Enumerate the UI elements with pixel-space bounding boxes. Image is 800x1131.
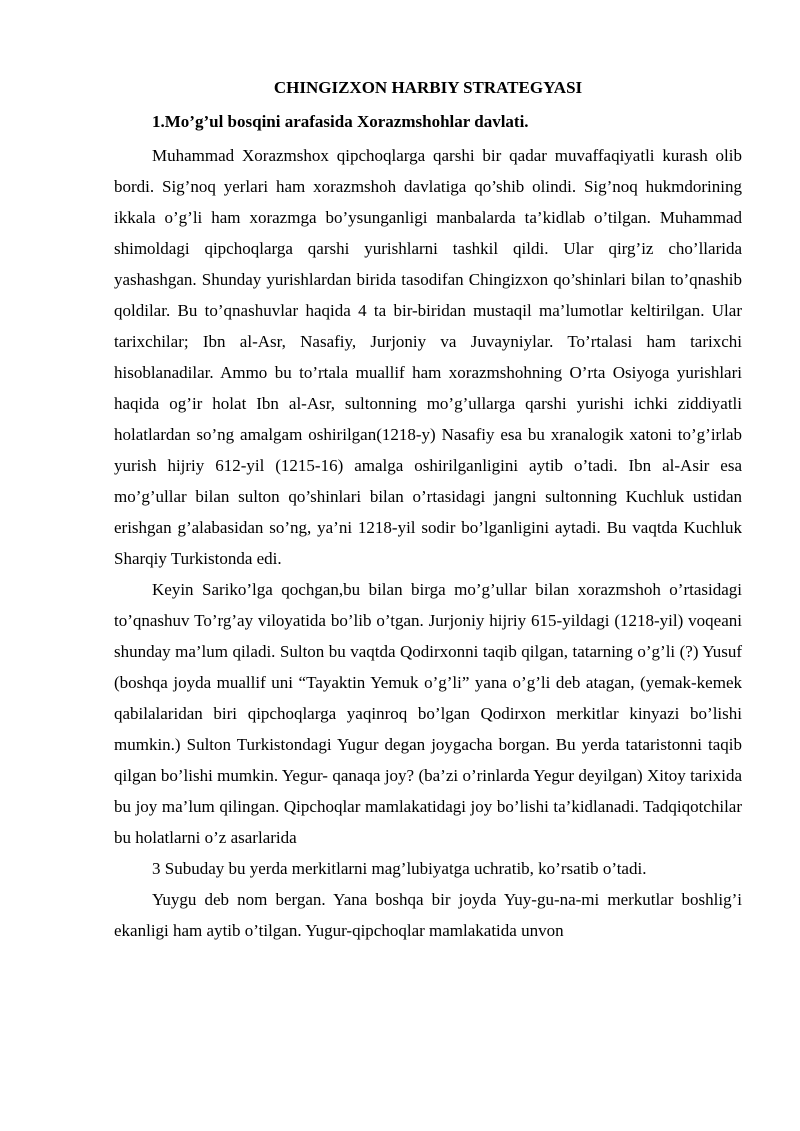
paragraph-2: Keyin Sariko’lga qochgan,bu bilan birga mo’g’ullar bilan xorazmshoh o’rtasidagi to’qnashuv To’rg’ay viloyatida bo’lib o’tgan. Jurjoniy hijriy 615-yildagi (1218-yil) voqeani shunday ma’lum qiladi. Sulton bu vaqtda Qodirxonni taqib qilgan, tatarning o’g’li (?) Yusuf (boshqa joyda muallif uni “Tayaktin Yemuk o’g’li” yana o’g’li deb atagan, (yemak-kemek qabilalaridan biri qipchoqlarga yaqinroq bo’lgan Qodirxon merkitlar kinyazi bo’lishi mumkin.) Sulton Turkistondagi Yugur degan joygacha borgan. Bu yerda tataristonni taqib qilgan bo’lishi mumkin. Yegur- qanaqa joy? (ba’zi o’rinlarda Yegur deyilgan) Xitoy tarixida bu joy ma’lum qilingan. Qipchoqlar mamlakatidagi joy bo’lishi ta’kidlanadi. Tadqiqotchilar bu holatlarni o’z asarlarida — [114, 580, 742, 847]
document-title: CHINGIZXON HARBIY STRATEGYASI — [273, 78, 583, 97]
paragraph-3: 3 Subuday bu yerda merkitlarni mag’lubiyatga uchratib, ko’rsatib o’tadi. — [152, 859, 647, 878]
section-heading: 1.Mo’g’ul bosqini arafasida Xorazmshohlar davlati. — [152, 112, 529, 131]
paragraph-4: Yuygu deb nom bergan. Yana boshqa bir joyda Yuy-gu-na-mi merkutlar boshlig’i ekanligi ham aytib o’tilgan. Yugur-qipchoqlar mamlakatida unvon — [114, 890, 742, 940]
paragraph-1: Muhammad Xorazmshox qipchoqlarga qarshi bir qadar muvaffaqiyatli kurash olib bordi. Sig’noq yerlari ham xorazmshoh davlatiga qo’shib olindi. Sig’noq hukmdorining ikkala o’g’li ham xorazmga bo’ysunganligi manbalarda ta’kidlab o’tilgan. Muhammad shimoldagi qipchoqlarga qarshi yurishlarni tashkil qildi. Ular qirg’iz cho’llarida yashashgan. Shunday yurishlardan birida tasodifan Chingizxon qo’shinlari bilan to’qnashib qoldilar. Bu to’qnashuvlar haqida 4 ta bir-biridan mustaqil ma’lumotlar keltirilgan. Ular tarixchilar; Ibn al-Asr, Nasafiy, Jurjoniy va Juvayniylar. To’rtalasi ham tarixchi hisoblanadilar. Ammo bu to’rtala muallif ham xorazmshohning O’rta Osiyoga yurishlari haqida og’ir holat Ibn al-Asr, sultonning mo’g’ullarga qarshi yurishi ichki ziddiyatli holatlardan so’ng amalgam oshirilgan(1218-y) Nasafiy esa bu xranalogik xatoni to’g’irlab yurish hijriy 612-yil (1215-16) amalga oshirilganligini aytib o’tadi. Ibn al-Asir esa mo’g’ullar bilan sulton qo’shinlari bilan o’rtasidagi jangni sultonning Kuchluk ustidan erishgan g’alabasidan so’ng, ya’ni 1218-yil sodir bo’lganligini aytadi. Bu vaqtda Kuchluk Sharqiy Turkistonda edi. — [114, 146, 742, 568]
document-page — [114, 74, 742, 946]
